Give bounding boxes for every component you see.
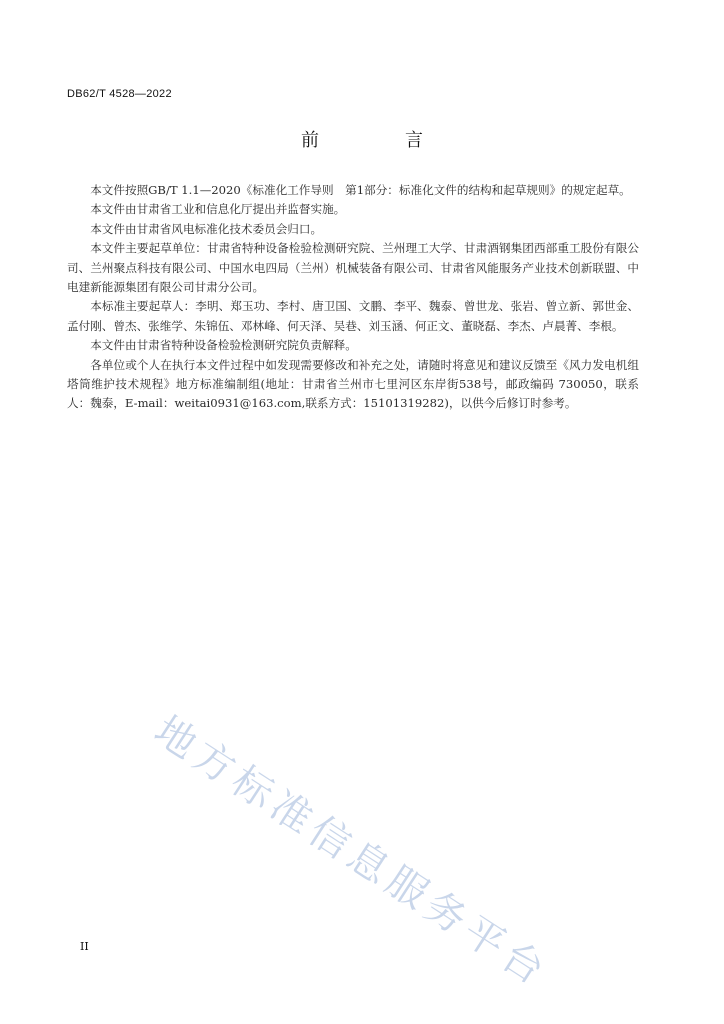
paragraph-committee: 本文件由甘肃省风电标准化技术委员会归口。 [90, 221, 323, 236]
paragraph-proposer: 本文件由甘肃省工业和信息化厅提出并监督实施。 [90, 202, 346, 217]
page-number: II [80, 940, 89, 953]
page-title: 前 言 [301, 130, 457, 151]
paragraph-feedback: 各单位或个人在执行本文件过程中如发现需要修改和补充之处，请随时将意见和建议反馈至《风力发电机组塔筒维护技术规程》地方标准编制组(地址：甘肃省兰州市七里河区东岸街538号，邮政编码 730050，联系人：魏泰，E-mail：weitai0931@163.com,联系方式：15101319282)，以供今后修订时参考。 [67, 357, 639, 411]
watermark: 地方标准信息服务平台 [146, 707, 557, 997]
paragraph-drafting-units: 本文件主要起草单位：甘肃省特种设备检验检测研究院、兰州理工大学、甘肃酒钢集团西部重工股份有限公司、兰州聚点科技有限公司、中国水电四局（兰州）机械装备有限公司、甘肃省风能服务产业技术创新联盟、中电建新能源集团有限公司甘肃分公司。 [67, 241, 639, 295]
paragraph-interpretation: 本文件由甘肃省特种设备检验检测研究院负责解释。 [90, 338, 357, 353]
paragraph-drafting-rules: 本文件按照GB/T 1.1—2020《标准化工作导则 第1部分：标准化文件的结构和起草规则》的规定起草。 [90, 183, 631, 197]
standard-code: DB62/T 4528—2022 [67, 88, 172, 100]
foreword-body [67, 181, 639, 414]
paragraph-drafters: 本标准主要起草人：李明、郑玉功、李村、唐卫国、文鹏、李平、魏泰、曾世龙、张岩、曾立新、郭世金、孟付刚、曾杰、张维学、朱锦伍、邓林峰、何天泽、吴巷、刘玉涵、何正文、董晓磊、李杰、卢晨菁、李根。 [67, 299, 639, 333]
